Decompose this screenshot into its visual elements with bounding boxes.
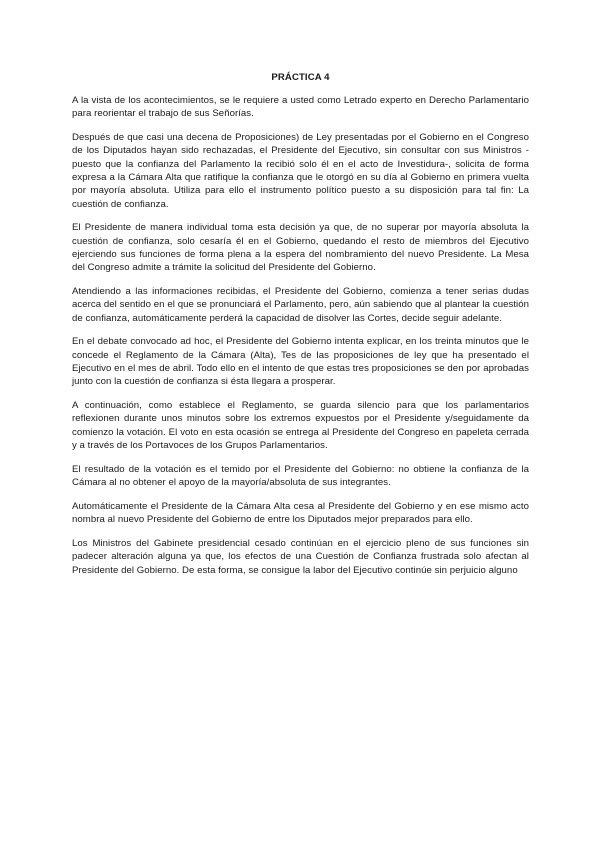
paragraph-4: Atendiendo a las informaciones recibidas, el Presidente del Gobierno, comienza a tener serias dudas acerca del sentido en el que se pronunciará el Parlamento, pero, aún sabiendo que al plantear la cuestión de confianza, automáticamente perderá la capacidad de disolver las Cortes, decide seguir adelante. [72,286,529,324]
paragraph-7: El resultado de la votación es el temido por el Presidente del Gobierno: no obtiene la confianza de la Cámara al no obtener el apoyo de la mayoría/absoluta de sus integrantes. [72,463,529,489]
paragraph-9: Los Ministros del Gabinete presidencial cesado continúan en el ejercicio pleno de sus funciones sin padecer alteración alguna ya que, los efectos de una Cuestión de Confianza frustrada solo afectan al Presidente del Gobierno. De esta forma, se consigue la labor del Ejecutivo continúe sin perjuicio alguno [72,538,529,576]
paragraph-8: Automáticamente el Presidente de la Cámara Alta cesa al Presidente del Gobierno y en ese mismo acto nombra al nuevo Presidente del Gobierno de entre los Diputados mejor preparados para ello. [72,500,529,526]
page-title: PRÁCTICA 4 [271,72,330,83]
paragraph-6: A continuación, como establece el Reglamento, se guarda silencio para que los parlamentarios reflexionen durante unos minutos sobre los extremos expuestos por el Presidente y/seguidamente da comienzo la votación. El voto en esta ocasión se entrega al Presidente del Congreso en papeleta cerrada y a través de los Portavoces de los Grupos Parlamentarios. [72,400,529,452]
paragraph-3: El Presidente de manera individual toma esta decisión ya que, de no superar por mayoría absoluta la cuestión de confianza, solo cesaría él en el Gobierno, quedando el resto de miembros del Ejecutivo ejerciendo sus funciones de forma plena a la espera del nombramiento del nuevo Presidente. La Mesa del Congreso admite a trámite la solicitud del Presidente del Gobierno. [72,222,529,274]
paragraph-2: Después de que casi una decena de Proposiciones) de Ley presentadas por el Gobierno en el Congreso de los Diputados hayan sido rechazadas, el Presidente del Ejecutivo, sin consultar con sus Ministros - puesto que la confianza del Parlamento la recibió solo él en el acto de Investidura-, solicita de forma expresa a la Cámara Alta que ratifique la confianza que le otorgó en su día al Gobierno en primera vuelta por mayoría absoluta. Utiliza para ello el instrumento político puesto a su disposición para tal fin: La cuestión de confianza. [72,132,529,210]
paragraph-5: En el debate convocado ad hoc, el Presidente del Gobierno intenta explicar, en los treinta minutos que le concede el Reglamento de la Cámara (Alta), Tes de las proposiciones de ley que ha presentado el Ejecutivo en el mes de abril. Todo ello en el intento de que estas tres proposiciones se den por aprobadas junto con la cuestión de confianza si ésta llegara a prosperar. [72,336,529,388]
paragraph-1: A la vista de los acontecimientos, se le requiere a usted como Letrado experto en Derecho Parlamentario para reorientar el trabajo de sus Señorías. [72,95,529,120]
